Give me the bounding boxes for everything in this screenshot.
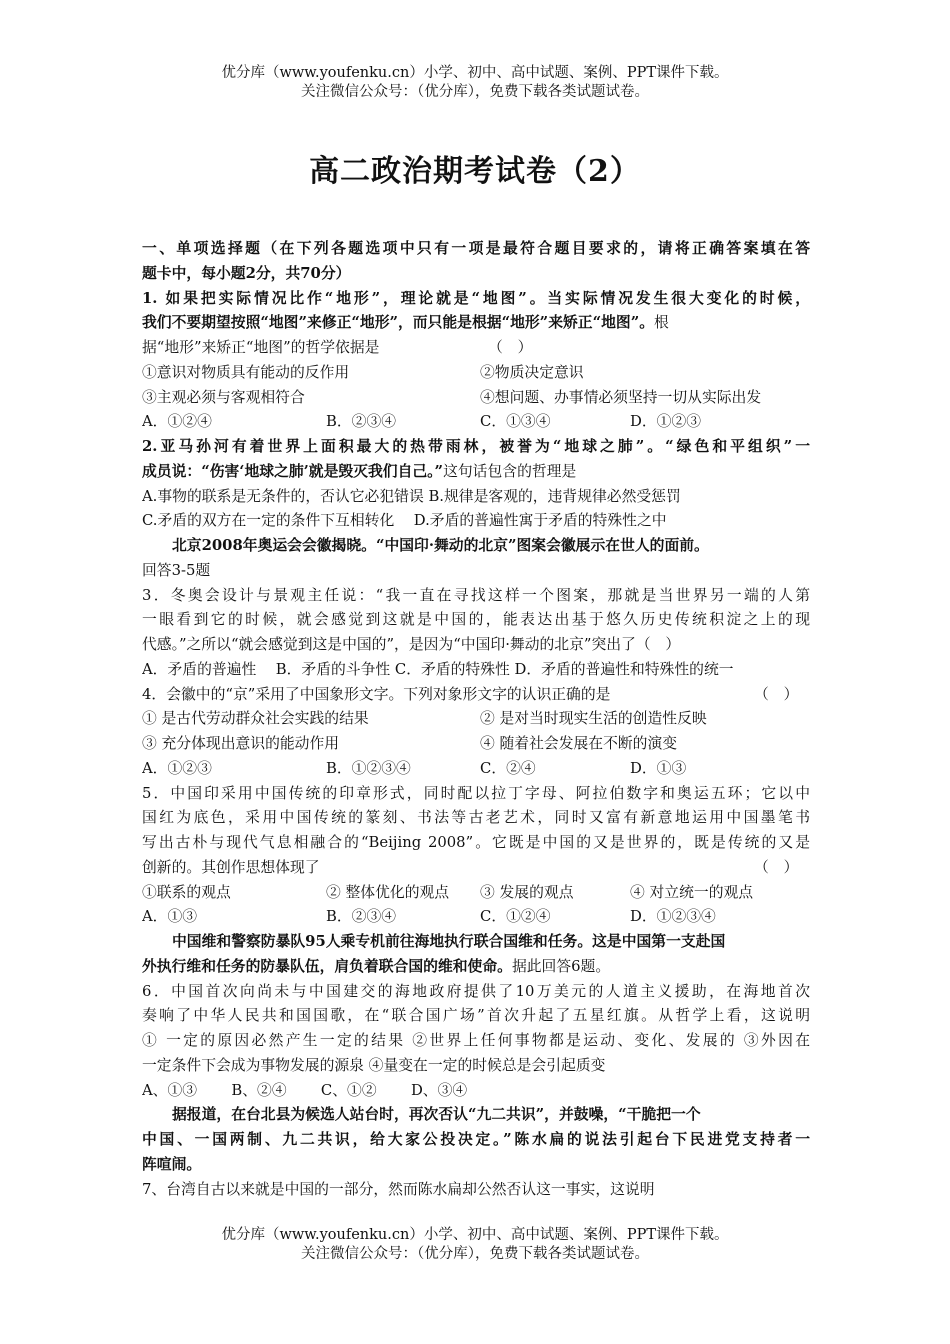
answer-blank: （ ） [488, 339, 533, 356]
page-header [0, 64, 950, 102]
question-7-stem: 7、台湾自古以来就是中国的一部分，然而陈水扁却公然否认这一事实，这说明 [142, 1180, 655, 1198]
question-1-choices [142, 410, 810, 435]
question-6-stem-4: 一定条件下会成为事物发展的源泉 ④量变在一定的时候总是会引起质变 [142, 1056, 606, 1074]
section-heading-cont: 题卡中，每小题2分，共70分） [142, 264, 351, 282]
page-footer [0, 1226, 950, 1264]
question-4-choices [142, 757, 810, 782]
question-5-stem-4: 创新的。其创作思想体现了 （ ） [142, 856, 810, 881]
choice-d: D．①②③④ [630, 908, 716, 926]
question-2-stem: 2.亚马孙河有着世界上面积最大的热带雨林，被誉为“地球之肺”。“绿色和平组织”一 [142, 438, 810, 455]
passage-2-cont: 外执行维和任务的防暴队伍，肩负着联合国的维和使命。据此回答6题。 [142, 957, 611, 975]
question-2-stem-2: 成员说：“伤害‘地球之肺’就是毁灭我们自己。”这句话包含的哲理是 [142, 462, 577, 480]
question-3-stem-2: 一眼看到它的时候，就会感觉到这就是中国的，能表达出基于悠久历史传统积淀之上的现 [142, 611, 810, 629]
header-line-1: 优分库（www.youfenku.cn）小学、初中、高中试题、案例、PPT课件下载。 [221, 65, 729, 81]
option-statement: ② 整体优化的观点 [326, 883, 450, 901]
footer-line-2: 关注微信公众号：（优分库），免费下载各类试题试卷。 [301, 1246, 649, 1262]
footer-line-1: 优分库（www.youfenku.cn）小学、初中、高中试题、案例、PPT课件下载。 [221, 1227, 729, 1243]
question-5-options [142, 881, 810, 906]
question-5-choices [142, 905, 810, 930]
passage-1-instruction: 回答3-5题 [142, 561, 211, 579]
option-statement: ③ 充分体现出意识的能动作用 [142, 735, 340, 752]
option-statement: ①意识对物质具有能动的反作用 [142, 363, 350, 381]
choice-a: A．①②③ [142, 759, 212, 777]
answer-blank: （ ） [754, 858, 799, 876]
section-heading: 一、单项选择题（在下列各题选项中只有一项是最符合题目要求的，请将正确答案填在答 [142, 240, 810, 257]
header-line-2: 关注微信公众号：（优分库），免费下载各类试题试卷。 [301, 84, 649, 100]
page-title: 高二政治期考试卷（2） [309, 154, 641, 189]
question-4-stem: 4．会徽中的“京”采用了中国象形文字。下列对象形文字的认识正确的是 （ ） [142, 683, 810, 708]
question-2-options-ab: A.事物的联系是无条件的，否认它必犯错误 B.规律是客观的，违背规律必然受惩罚 [142, 487, 681, 505]
option-statement: ④想问题、办事情必须坚持一切从实际出发 [480, 388, 762, 406]
option-statement: ① 是古代劳动群众社会实践的结果 [142, 710, 369, 728]
passage-2: 中国维和警察防暴队95人乘专机前往海地执行联合国维和任务。这是中国第一支赴国 [172, 933, 726, 950]
choice-b: B．②③④ [326, 413, 397, 431]
question-1-options-row-2 [142, 386, 810, 411]
choice-d: D．①③ [630, 759, 687, 777]
passage-3-cont: 中国、一国两制、九二共识，给大家公投决定。”陈水扁的说法引起台下民进党支持者一 [142, 1131, 810, 1148]
question-1-options-row-1 [142, 361, 810, 386]
choice-c: C．①③④ [480, 413, 551, 431]
question-5-stem-3: 写出古朴与现代气息相融合的“Beijing 2008”。它既是中国的又是世界的，既是传统的又是 [142, 834, 810, 851]
question-3-stem-3: 代感。”之所以“就会感觉到这是中国的”，是因为“中国印·舞动的北京”突出了（ ） [142, 636, 681, 653]
answer-blank: （ ） [754, 685, 799, 703]
option-statement: ①联系的观点 [142, 883, 231, 901]
choice-c: C．①②④ [480, 908, 551, 926]
option-statement: ② 是对当时现实生活的创造性反映 [480, 710, 707, 728]
question-1-stem: 1. 如果把实际情况比作“地形”，理论就是“地图”。当实际情况发生很大变化的时候， [142, 289, 810, 307]
passage-1: 北京2008年奥运会会徽揭晓。“中国印·舞动的北京”图案会徽展示在世人的面前。 [172, 537, 709, 554]
passage-3: 据报道，在台北县为候选人站台时，再次否认“九二共识”，并鼓噪，“干脆把一个 [172, 1106, 701, 1124]
question-6-stem-3: ① 一定的原因必然产生一定的结果 ②世界上任何事物都是运动、变化、发展的 ③外因在 [142, 1032, 810, 1049]
choice-a: A．①③ [142, 908, 198, 926]
option-statement: ②物质决定意识 [480, 363, 584, 381]
question-6-stem-2: 奏响了中华人民共和国国歌，在“联合国广场”首次升起了五星红旗。从哲学上看，这说明 [142, 1007, 810, 1025]
exam-body [142, 237, 810, 1202]
question-5-stem: 5．中国印采用中国传统的印章形式，同时配以拉丁字母、阿拉伯数字和奥运五环；它以中 [142, 784, 810, 802]
question-6-stem: 6．中国首次向尚未与中国建交的海地政府提供了10万美元的人道主义援助，在海地首次 [142, 982, 810, 1000]
question-2-options-cd: C.矛盾的双方在一定的条件下互相转化 D.矛盾的普遍性寓于矛盾的特殊性之中 [142, 512, 667, 530]
question-3-stem: 3．冬奥会设计与景观主任说：“我一直在寻找这样一个图案，那就是当世界另一端的人第 [142, 586, 810, 604]
question-1-stem-2: 我们不要期望按照“地图”来修正“地形”，而只能是根据“地形”来矫正“地图”。根 [142, 314, 669, 332]
choice-b: B．②③④ [326, 908, 397, 926]
option-statement: ④ 随着社会发展在不断的演变 [480, 735, 678, 752]
option-statement: ④ 对立统一的观点 [630, 883, 754, 901]
question-4-options-row-2 [142, 732, 810, 757]
question-6-choices: A、①③ B、②④ C、①② D、③④ [142, 1081, 468, 1099]
choice-c: C．②④ [480, 759, 536, 777]
question-1-stem-3: 据“地形”来矫正“地图”的哲学依据是 （ ） [142, 336, 810, 361]
question-3-choices: A．矛盾的普遍性 B．矛盾的斗争性 C．矛盾的特殊性 D．矛盾的普遍性和特殊性的统一 [142, 660, 734, 678]
option-statement: ③ 发展的观点 [480, 883, 574, 901]
question-4-options-row-1 [142, 707, 810, 732]
passage-3-end: 阵喧闹。 [142, 1155, 202, 1173]
choice-d: D．①②③ [630, 413, 702, 431]
choice-a: A．①②④ [142, 413, 212, 431]
question-5-stem-2: 国红为底色，采用中国传统的篆刻、书法等古老艺术，同时又富有新意地运用中国墨笔书 [142, 809, 810, 827]
choice-b: B．①②③④ [326, 759, 411, 777]
option-statement: ③主观必须与客观相符合 [142, 388, 305, 406]
